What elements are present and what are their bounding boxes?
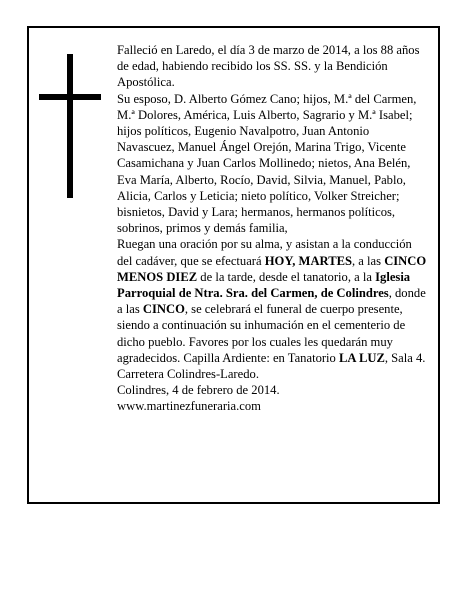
obituary-text [117,42,427,415]
request-text-6: , Sala 4. Carretera Colindres-Laredo. [117,350,426,382]
request-time-2: CINCO [142,302,185,317]
request-chapel: LA LUZ [339,350,385,365]
death-announcement: Falleció en Laredo, el día 3 de marzo de 2014, a los 88 años de edad, habiendo recibido los SS. SS. y la Bendición Apostólica. [117,43,420,90]
request-text-2: , a las [352,253,385,268]
obituary-notice [27,26,440,504]
request-time: CINCO MENOS DIEZ [117,253,427,284]
request-text-5: , se celebrará el funeral de cuerpo presente, siendo a continuación su inhumación en el cementerio de dicho pueblo. Favores por los cuales les quedarán muy agradecidos. Capilla Ardiente: en Tanatorio [117,302,406,365]
family-list: Su esposo, D. Alberto Gómez Cano; hijos, M.ª del Carmen, M.ª Dolores, América, Luis Alberto, Sagrario y M.ª Isabel; hijos políticos, Eugenio Navalpotro, Juan Antonio Navascuez, Manuel Ángel Orejón, Marina Trigo, Vicente Casamichana y Juan Carlos Mollinedo; nietos, Ana Belén, Eva María, Alberto, Rocío, David, Silvia, Manuel, Pablo, Alicia, Carlos y Leticia; nieto político, Volker Streicher; bisnietos, David y Lara; hermanos, hermanos políticos, sobrinos, primos y demás familia, [117,91,417,236]
cross-horizontal-bar [39,94,101,100]
request-text-3: de la tarde, desde el tanatorio, a la [197,269,376,284]
request-text-1: Ruegan una oración por su alma, y asistan a la conducción del cadáver, que se efectuará [117,237,412,268]
funeral-request [117,236,427,382]
cross-vertical-bar [67,54,73,198]
request-day: HOY, MARTES [264,253,352,268]
place-date: Colindres, 4 de febrero de 2014. [117,383,280,398]
website-link[interactable]: www.martinezfuneraria.com [117,399,261,414]
request-church: Iglesia Parroquial de Ntra. Sra. del Carmen, de Colindres [117,269,411,301]
latin-cross-icon [39,54,101,198]
request-text-4: , donde a las [117,286,426,317]
